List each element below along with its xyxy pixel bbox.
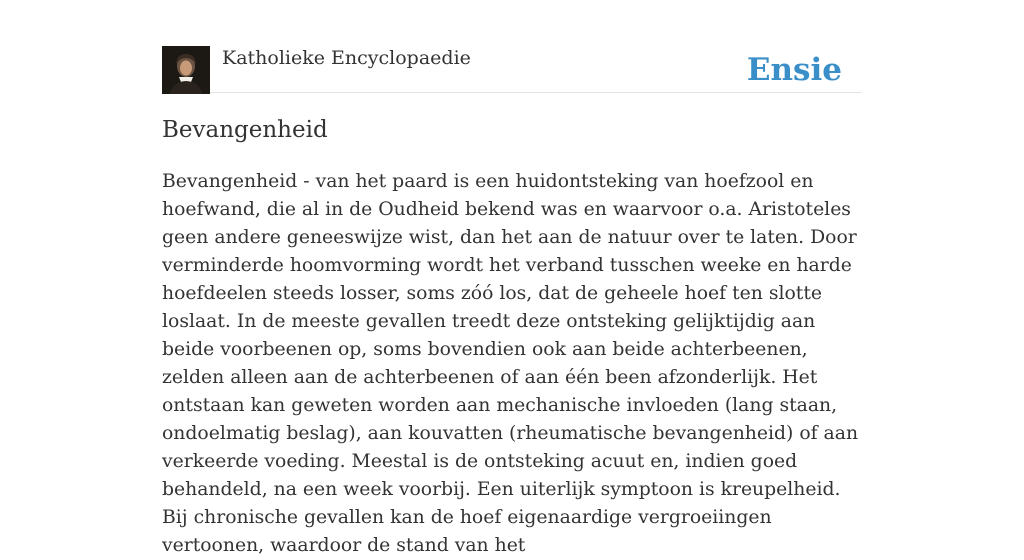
- portrait-avatar-icon[interactable]: [162, 46, 210, 94]
- article-title: Bevangenheid: [162, 117, 328, 143]
- ensie-logo-link[interactable]: Ensie: [746, 52, 842, 88]
- source-name-link[interactable]: Katholieke Encyclopaedie: [222, 47, 471, 69]
- page-header: [162, 46, 862, 93]
- article-body: Bevangenheid - van het paard is een huidontsteking van hoefzool en hoefwand, die al in de Oudheid bekend was en waarvoor o.a. Aristoteles geen andere geneeswijze wist, dan het aan de natuur over te laten. Door verminderde hoomvorming wordt het verband tusschen weeke en harde hoefdeelen steeds losser, soms zóó los, dat de geheele hoef ten slotte loslaat. In de meeste gevallen treedt deze ontsteking gelijktijdig aan beide voorbeenen op, soms bovendien ook aan beide achterbeenen, zelden alleen aan de achterbeenen of aan één been afzonderlijk. Het ontstaan kan geweten worden aan mechanische invloeden (lang staan, ondoelmatig beslag), aan kouvatten (rheumatische bevangenheid) of aan verkeerde voeding. Meestal is de ontsteking acuut en, indien goed behandeld, na een week voorbij. Een uiterlijk symptoon is kreupelheid. Bij chronische gevallen kan de hoef eigenaardige vergroeiingen vertoonen, waardoor de stand van het: [162, 171, 859, 556]
